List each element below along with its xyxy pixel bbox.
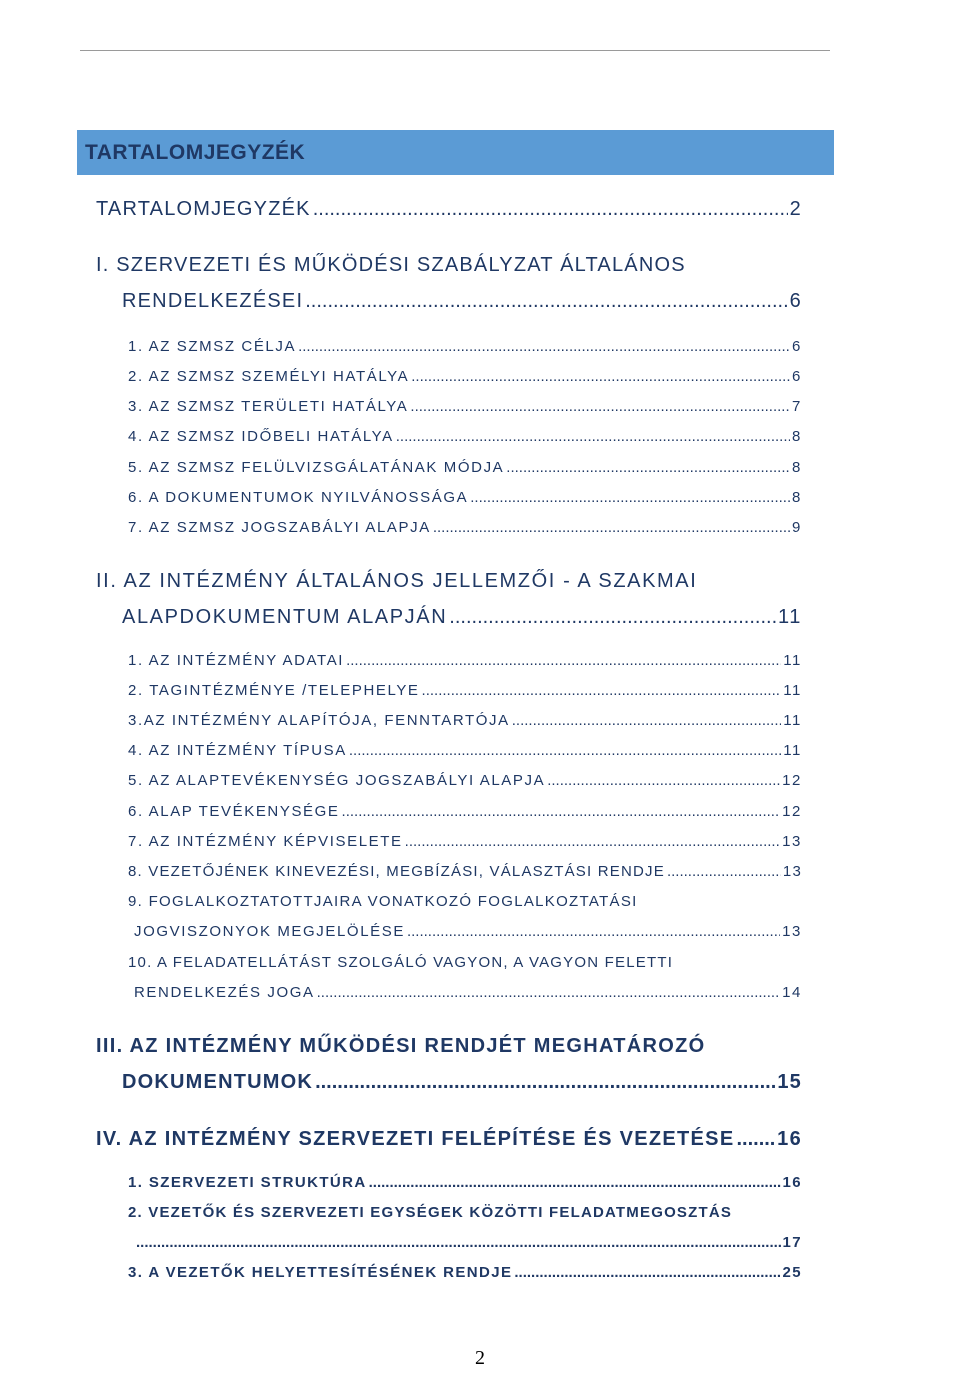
toc-entry-title: 1. AZ INTÉZMÉNY ADATAI [128,652,345,669]
toc-entry-title: RENDELKEZÉS JOGA [134,984,315,1001]
toc-entry[interactable] [128,833,802,850]
toc-entry-page: 6 [792,368,802,385]
toc-entry-page: 15 [777,1071,802,1093]
toc-entry-page: 6 [792,338,802,355]
toc-entry-title: 5. AZ SZMSZ FELÜLVIZSGÁLATÁNAK MÓDJA [128,459,505,476]
header-rule [80,50,830,51]
toc-entry-title: 4. AZ INTÉZMÉNY TÍPUSA [128,742,347,759]
toc-entry-page: 17 [782,1234,802,1251]
toc-heading-banner [77,130,834,175]
toc-entry[interactable] [128,1264,802,1281]
toc-entry-title: 8. VEZETŐJÉNEK KINEVEZÉSI, MEGBÍZÁSI, VÁLASZTÁSI RENDJE [128,863,665,880]
toc-entry-title: 6. ALAP TEVÉKENYSÉGE [128,803,340,820]
toc-entry-title: 1. AZ SZMSZ CÉLJA [128,338,297,355]
toc-entry-title: 2. TAGINTÉZMÉNYE /TELEPHELYE [128,682,420,699]
toc-entry-title: JOGVISZONYOK MEGJELÖLÉSE [134,923,405,940]
toc-entry[interactable] [128,519,802,536]
toc-entry-title: 2. AZ SZMSZ SZEMÉLYI HATÁLYA [128,368,410,385]
toc-entry[interactable] [128,682,802,699]
toc-entry-page: 13 [782,863,802,880]
toc-entry-page: 12 [782,772,802,789]
toc-entry-page: 8 [792,459,802,476]
toc-entry[interactable] [122,290,802,313]
toc-entry-title: ALAPDOKUMENTUM ALAPJÁN [122,606,448,628]
toc-entry-title: 4. AZ SZMSZ IDŐBELI HATÁLYA [128,428,394,445]
toc-entry-title: DOKUMENTUMOK [122,1071,314,1093]
toc-entry-page: 14 [782,984,802,1001]
toc-entry[interactable] [96,198,802,221]
toc-entry-page: 16 [777,1128,802,1150]
toc-entry[interactable] [128,712,802,729]
toc-entry[interactable] [128,368,802,385]
toc-entry-page: 12 [782,803,802,820]
toc-entry-title: TARTALOMJEGYZÉK [96,198,311,220]
toc-entry[interactable] [122,1071,802,1094]
toc-entry-page: 13 [782,833,802,850]
toc-heading: TARTALOMJEGYZÉK [85,140,306,164]
toc-entry-page: 11 [783,682,802,699]
toc-entry[interactable] [128,428,802,445]
toc-entry-title: 1. SZERVEZETI STRUKTÚRA [128,1174,367,1191]
toc-entry[interactable] [128,742,802,759]
toc-entry[interactable] [134,1234,802,1251]
toc-entry-line1[interactable]: 9. FOGLALKOZTATOTTJAIRA VONATKOZÓ FOGLALKOZTATÁSI [128,893,638,910]
toc-entry-page: 11 [783,742,802,759]
toc-entry-page: 25 [782,1264,802,1281]
toc-entry-title: 3. A VEZETŐK HELYETTESÍTÉSÉNEK RENDJE [128,1264,513,1281]
toc-entry-page: 9 [792,519,802,536]
toc-entry[interactable] [128,459,802,476]
toc-entry[interactable] [128,803,802,820]
toc-entry[interactable] [128,863,802,880]
toc-entry-line1[interactable]: 10. A FELADATELLÁTÁST SZOLGÁLÓ VAGYON, A VAGYON FELETTI [128,954,674,971]
toc-entry-title: RENDELKEZÉSEI [122,290,304,312]
toc-entry-title: 5. AZ ALAPTEVÉKENYSÉG JOGSZABÁLYI ALAPJA [128,772,546,789]
toc-entry[interactable] [134,923,802,940]
toc-entry[interactable] [128,1174,802,1191]
toc-entry-page: 7 [792,398,802,415]
toc-entry[interactable] [128,772,802,789]
page-number: 2 [475,1347,485,1369]
toc-entry-page: 11 [783,652,802,669]
toc-entry-title: 7. AZ SZMSZ JOGSZABÁLYI ALAPJA [128,519,431,536]
toc-entry[interactable] [128,489,802,506]
toc-entry[interactable] [134,984,802,1001]
toc-entry-line1[interactable]: 2. VEZETŐK ÉS SZERVEZETI EGYSÉGEK KÖZÖTTI FELADATMEGOSZTÁS [128,1204,733,1221]
toc-entry-page: 13 [782,923,802,940]
toc-entry[interactable] [96,1128,802,1151]
toc-entry-page: 8 [792,428,802,445]
toc-entry-page: 2 [789,198,802,220]
toc-entry-title: 3. AZ SZMSZ TERÜLETI HATÁLYA [128,398,409,415]
toc-entry[interactable] [128,652,802,669]
toc-entry-page: 11 [778,606,802,628]
toc-entry-title: 3.AZ INTÉZMÉNY ALAPÍTÓJA, FENNTARTÓJA [128,712,510,729]
toc-entry-title: 6. A DOKUMENTUMOK NYILVÁNOSSÁGA [128,489,469,506]
toc-entry-line1[interactable]: III. AZ INTÉZMÉNY MŰKÖDÉSI RENDJÉT MEGHATÁROZÓ [96,1035,706,1057]
toc-entry-line1[interactable]: I. SZERVEZETI ÉS MŰKÖDÉSI SZABÁLYZAT ÁLTALÁNOS [96,254,686,276]
toc-entry-page: 6 [789,290,802,312]
toc-entry[interactable] [128,338,802,355]
toc-entry[interactable] [128,398,802,415]
toc-entry[interactable] [122,606,802,629]
toc-entry-title: 7. AZ INTÉZMÉNY KÉPVISELETE [128,833,403,850]
toc-entry-title: IV. AZ INTÉZMÉNY SZERVEZETI FELÉPÍTÉSE ÉS VEZETÉSE [96,1128,735,1150]
toc-entry-page: 11 [783,712,802,729]
toc-entry-page: 8 [792,489,802,506]
toc-entry-page: 16 [782,1174,802,1191]
toc-entry-line1[interactable]: II. AZ INTÉZMÉNY ÁLTALÁNOS JELLEMZŐI - A SZAKMAI [96,570,698,592]
